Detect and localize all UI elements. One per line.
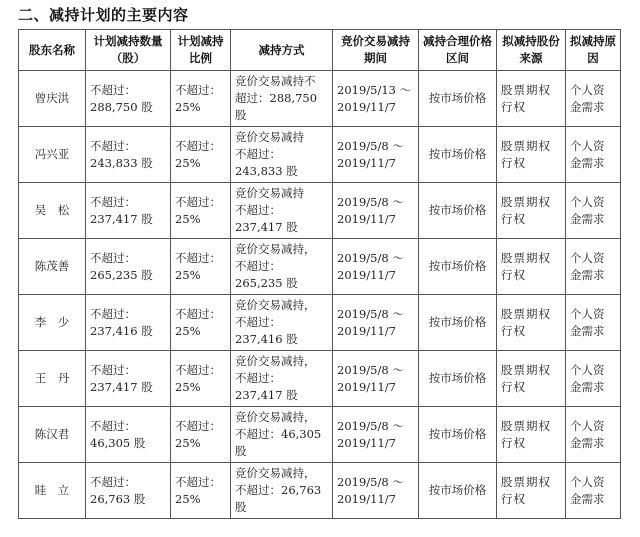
reduction-period-cell-line: 2019/11/7: [337, 323, 396, 338]
reduction-period-cell: [333, 71, 419, 127]
reduction-method-cell: [231, 295, 333, 351]
reduction-method-cell-line: 265,235 股: [235, 276, 298, 290]
planned-ratio-cell-line: 不超过：: [175, 250, 221, 265]
share-source-cell-line: 行权: [501, 211, 526, 226]
planned-quantity-cell: [86, 407, 171, 463]
shareholder-name-cell: 眭 立: [19, 463, 86, 519]
reduction-reason-cell: [566, 239, 621, 295]
reduction-period-cell-line: 2019/11/7: [337, 99, 396, 114]
reduction-method-cell-line: 不超过：: [235, 259, 281, 273]
reduction-period-cell-line: 2019/5/8 ～: [337, 194, 404, 209]
planned-quantity-cell: [86, 127, 171, 183]
planned-quantity-cell-line: 不超过：: [90, 474, 136, 489]
planned-ratio-cell-line: 25%: [175, 379, 201, 394]
planned-ratio-cell: [171, 463, 231, 519]
reduction-plan-table: [18, 29, 621, 519]
reduction-reason-cell-line: 金需求: [570, 267, 605, 282]
shareholder-name-cell: 陈茂善: [19, 239, 86, 295]
planned-quantity-cell: [86, 183, 171, 239]
planned-ratio-cell-line: 不超过：: [175, 194, 221, 209]
reduction-period-cell-line: 2019/11/7: [337, 379, 396, 394]
header-price-range: 减持合理价格区间: [419, 30, 497, 71]
planned-quantity-cell: [86, 239, 171, 295]
planned-quantity-cell-line: 不超过：: [90, 194, 136, 209]
header-planned-quantity: 计划减持数量（股）: [86, 30, 171, 71]
reduction-reason-cell-line: 个人资: [570, 194, 605, 209]
planned-ratio-cell-line: 不超过：: [175, 138, 221, 153]
reduction-method-cell: [231, 407, 333, 463]
planned-quantity-cell: [86, 351, 171, 407]
table-row: [19, 127, 621, 183]
reduction-method-cell-line: 不超过：26,763: [235, 483, 322, 497]
reduction-method-cell: [231, 183, 333, 239]
share-source-cell-line: 行权: [501, 491, 526, 506]
reduction-method-cell-line: 不超过：: [235, 203, 281, 217]
reduction-reason-cell-line: 金需求: [570, 155, 605, 170]
reduction-method-cell-line: 竞价交易减持，: [235, 298, 316, 312]
planned-quantity-cell-line: 不超过：: [90, 250, 136, 265]
price-range-cell: 按市场价格: [419, 463, 497, 519]
planned-quantity-cell-line: 237,417 股: [90, 211, 153, 226]
planned-quantity-cell-line: 不超过：: [90, 138, 136, 153]
header-reduction-period: 竞价交易减持期间: [333, 30, 419, 71]
reduction-period-cell-line: 2019/5/13 ～: [337, 82, 412, 97]
reduction-method-cell-line: 237,417 股: [235, 388, 298, 402]
reduction-method-cell: [231, 351, 333, 407]
table-row: [19, 351, 621, 407]
share-source-cell-line: 行权: [501, 323, 526, 338]
header-share-source: 拟减持股份来源: [497, 30, 566, 71]
reduction-method-cell-line: 竞价交易减持，: [235, 242, 316, 256]
shareholder-name-cell: 冯兴亚: [19, 127, 86, 183]
planned-ratio-cell-line: 25%: [175, 267, 201, 282]
price-range-cell: 按市场价格: [419, 239, 497, 295]
reduction-reason-cell-line: 个人资: [570, 418, 605, 433]
planned-ratio-cell-line: 25%: [175, 323, 201, 338]
header-reduction-method: 减持方式: [231, 30, 333, 71]
reduction-period-cell-line: 2019/5/8 ～: [337, 306, 404, 321]
reduction-period-cell-line: 2019/11/7: [337, 155, 396, 170]
price-range-cell: 按市场价格: [419, 127, 497, 183]
reduction-method-cell-line: 竞价交易减持: [235, 130, 304, 144]
planned-ratio-cell-line: 不超过：: [175, 418, 221, 433]
reduction-method-cell: [231, 239, 333, 295]
planned-ratio-cell: [171, 407, 231, 463]
reduction-reason-cell: [566, 127, 621, 183]
reduction-period-cell-line: 2019/5/8 ～: [337, 250, 404, 265]
header-planned-ratio: 计划减持比例: [171, 30, 231, 71]
reduction-reason-cell-line: 金需求: [570, 491, 605, 506]
planned-ratio-cell-line: 不超过：: [175, 306, 221, 321]
planned-ratio-cell-line: 25%: [175, 491, 201, 506]
reduction-reason-cell-line: 个人资: [570, 250, 605, 265]
reduction-period-cell-line: 2019/11/7: [337, 491, 396, 506]
table-row: [19, 295, 621, 351]
reduction-reason-cell: [566, 295, 621, 351]
share-source-cell-line: 股票期权: [501, 362, 551, 377]
planned-quantity-cell-line: 237,416 股: [90, 323, 153, 338]
reduction-reason-cell-line: 金需求: [570, 323, 605, 338]
reduction-method-cell-line: 竞价交易减持，: [235, 354, 316, 368]
table-row: [19, 183, 621, 239]
reduction-method-cell-line: 237,417 股: [235, 220, 298, 234]
planned-quantity-cell-line: 46,305 股: [90, 435, 146, 450]
reduction-reason-cell: [566, 463, 621, 519]
reduction-period-cell-line: 2019/5/8 ～: [337, 418, 404, 433]
table-row: [19, 463, 621, 519]
reduction-method-cell-line: 股: [235, 108, 247, 122]
share-source-cell-line: 股票期权: [501, 138, 551, 153]
reduction-reason-cell: [566, 407, 621, 463]
reduction-period-cell-line: 2019/5/8 ～: [337, 362, 404, 377]
table-row: [19, 239, 621, 295]
reduction-method-cell-line: 不超过：: [235, 147, 281, 161]
reduction-method-cell-line: 超过：288,750: [235, 91, 318, 105]
share-source-cell-line: 股票期权: [501, 82, 551, 97]
table-header-row: [19, 30, 621, 71]
reduction-period-cell: [333, 351, 419, 407]
shareholder-name-cell: 李 少: [19, 295, 86, 351]
share-source-cell: [497, 351, 566, 407]
share-source-cell-line: 股票期权: [501, 194, 551, 209]
reduction-period-cell-line: 2019/5/8 ～: [337, 474, 404, 489]
planned-ratio-cell: [171, 127, 231, 183]
share-source-cell-line: 行权: [501, 267, 526, 282]
reduction-method-cell-line: 股: [235, 444, 247, 458]
reduction-reason-cell-line: 个人资: [570, 138, 605, 153]
share-source-cell-line: 行权: [501, 435, 526, 450]
share-source-cell-line: 股票期权: [501, 306, 551, 321]
share-source-cell-line: 股票期权: [501, 250, 551, 265]
reduction-method-cell-line: 不超过：46,305: [235, 427, 322, 441]
reduction-period-cell: [333, 295, 419, 351]
planned-quantity-cell-line: 243,833 股: [90, 155, 153, 170]
reduction-reason-cell-line: 个人资: [570, 474, 605, 489]
planned-quantity-cell-line: 265,235 股: [90, 267, 153, 282]
shareholder-name-cell: 王 丹: [19, 351, 86, 407]
share-source-cell: [497, 463, 566, 519]
reduction-reason-cell: [566, 71, 621, 127]
planned-quantity-cell-line: 不超过：: [90, 362, 136, 377]
reduction-reason-cell: [566, 183, 621, 239]
header-shareholder-name: 股东名称: [19, 30, 86, 71]
share-source-cell-line: 股票期权: [501, 418, 551, 433]
planned-ratio-cell: [171, 71, 231, 127]
reduction-method-cell-line: 不超过：: [235, 315, 281, 329]
reduction-method-cell-line: 237,416 股: [235, 332, 298, 346]
planned-quantity-cell-line: 不超过：: [90, 306, 136, 321]
reduction-reason-cell-line: 个人资: [570, 362, 605, 377]
reduction-reason-cell-line: 个人资: [570, 82, 605, 97]
planned-ratio-cell-line: 不超过：: [175, 362, 221, 377]
reduction-period-cell: [333, 127, 419, 183]
share-source-cell: [497, 295, 566, 351]
planned-quantity-cell-line: 288,750 股: [90, 99, 153, 114]
share-source-cell: [497, 71, 566, 127]
reduction-period-cell-line: 2019/11/7: [337, 211, 396, 226]
planned-quantity-cell: [86, 71, 171, 127]
shareholder-name-cell: 陈汉君: [19, 407, 86, 463]
reduction-method-cell: [231, 127, 333, 183]
planned-ratio-cell-line: 不超过：: [175, 82, 221, 97]
share-source-cell-line: 行权: [501, 379, 526, 394]
reduction-method-cell-line: 竞价交易减持不: [235, 74, 316, 88]
header-reduction-reason: 拟减持原因: [566, 30, 621, 71]
planned-ratio-cell: [171, 183, 231, 239]
planned-ratio-cell: [171, 239, 231, 295]
price-range-cell: 按市场价格: [419, 71, 497, 127]
share-source-cell-line: 行权: [501, 99, 526, 114]
reduction-period-cell-line: 2019/11/7: [337, 267, 396, 282]
reduction-period-cell: [333, 407, 419, 463]
reduction-period-cell-line: 2019/11/7: [337, 435, 396, 450]
table-row: [19, 71, 621, 127]
reduction-period-cell-line: 2019/5/8 ～: [337, 138, 404, 153]
reduction-method-cell: [231, 71, 333, 127]
planned-ratio-cell-line: 25%: [175, 155, 201, 170]
table-row: [19, 407, 621, 463]
reduction-method-cell-line: 竞价交易减持，: [235, 466, 316, 480]
reduction-period-cell: [333, 183, 419, 239]
shareholder-name-cell: 曾庆洪: [19, 71, 86, 127]
shareholder-name-cell: 吴 松: [19, 183, 86, 239]
planned-ratio-cell-line: 25%: [175, 211, 201, 226]
share-source-cell: [497, 407, 566, 463]
reduction-period-cell: [333, 239, 419, 295]
reduction-reason-cell-line: 金需求: [570, 435, 605, 450]
share-source-cell-line: 股票期权: [501, 474, 551, 489]
share-source-cell-line: 行权: [501, 155, 526, 170]
reduction-method-cell-line: 不超过：: [235, 371, 281, 385]
planned-quantity-cell-line: 237,417 股: [90, 379, 153, 394]
reduction-method-cell-line: 竞价交易减持: [235, 186, 304, 200]
reduction-reason-cell-line: 金需求: [570, 211, 605, 226]
planned-ratio-cell: [171, 351, 231, 407]
price-range-cell: 按市场价格: [419, 295, 497, 351]
share-source-cell: [497, 183, 566, 239]
reduction-reason-cell: [566, 351, 621, 407]
price-range-cell: 按市场价格: [419, 407, 497, 463]
share-source-cell: [497, 127, 566, 183]
planned-ratio-cell-line: 不超过：: [175, 474, 221, 489]
planned-quantity-cell-line: 26,763 股: [90, 491, 146, 506]
planned-ratio-cell-line: 25%: [175, 99, 201, 114]
planned-quantity-cell: [86, 463, 171, 519]
reduction-method-cell: [231, 463, 333, 519]
reduction-reason-cell-line: 金需求: [570, 99, 605, 114]
planned-quantity-cell-line: 不超过：: [90, 418, 136, 433]
price-range-cell: 按市场价格: [419, 351, 497, 407]
reduction-method-cell-line: 243,833 股: [235, 164, 298, 178]
planned-quantity-cell-line: 不超过：: [90, 82, 136, 97]
section-heading: 二、减持计划的主要内容: [18, 6, 189, 24]
reduction-method-cell-line: 竞价交易减持，: [235, 410, 316, 424]
planned-quantity-cell: [86, 295, 171, 351]
planned-ratio-cell: [171, 295, 231, 351]
reduction-period-cell: [333, 463, 419, 519]
reduction-reason-cell-line: 金需求: [570, 379, 605, 394]
reduction-reason-cell-line: 个人资: [570, 306, 605, 321]
share-source-cell: [497, 239, 566, 295]
planned-ratio-cell-line: 25%: [175, 435, 201, 450]
reduction-method-cell-line: 股: [235, 500, 247, 514]
price-range-cell: 按市场价格: [419, 183, 497, 239]
